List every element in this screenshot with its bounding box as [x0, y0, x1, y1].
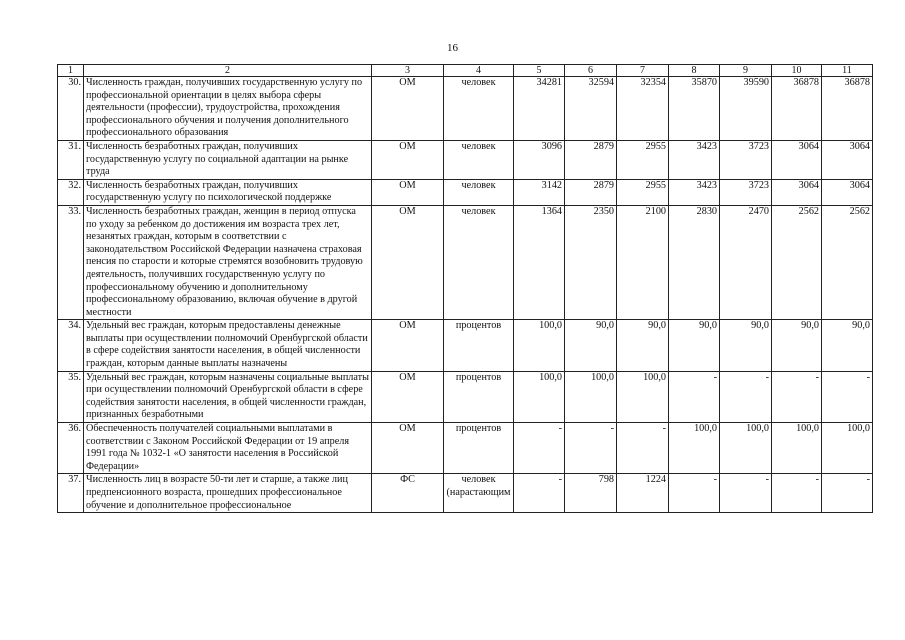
year-value: 2562: [772, 205, 822, 319]
indicator-name: Удельный вес граждан, которым назначены социальные выплаты при осуществлении полномочий Оренбургской области в сфере содействия занятости населения, в общей численности граждан, признанных безработными: [84, 371, 372, 422]
year-value: 36878: [822, 77, 873, 141]
table-row: [58, 320, 873, 371]
source-code: ОМ: [372, 423, 444, 474]
year-value: -: [565, 423, 617, 474]
table-row: [58, 423, 873, 474]
year-value: 2830: [669, 205, 720, 319]
header-cell: 1: [58, 65, 84, 77]
year-value: 2350: [565, 205, 617, 319]
year-value: 3064: [772, 140, 822, 179]
table-row: [58, 77, 873, 141]
source-code: ОМ: [372, 77, 444, 141]
unit: человек: [444, 140, 514, 179]
table-row: [58, 474, 873, 513]
header-row: [58, 65, 873, 77]
year-value: 798: [565, 474, 617, 513]
table-row: [58, 371, 873, 422]
year-value: 3064: [822, 179, 873, 205]
header-cell: 3: [372, 65, 444, 77]
year-value: 100,0: [669, 423, 720, 474]
indicator-name: Численность безработных граждан, получивших государственную услугу по психологической поддержке: [84, 179, 372, 205]
year-value: 3723: [720, 140, 772, 179]
row-number: 32.: [58, 179, 84, 205]
header-cell: 9: [720, 65, 772, 77]
year-value: 34281: [514, 77, 565, 141]
row-number: 35.: [58, 371, 84, 422]
year-value: 100,0: [565, 371, 617, 422]
unit: человек: [444, 205, 514, 319]
year-value: 39590: [720, 77, 772, 141]
year-value: 32354: [617, 77, 669, 141]
row-number: 33.: [58, 205, 84, 319]
year-value: -: [514, 423, 565, 474]
year-value: -: [617, 423, 669, 474]
year-value: -: [822, 474, 873, 513]
year-value: 3423: [669, 179, 720, 205]
year-value: 35870: [669, 77, 720, 141]
unit: человек: [444, 179, 514, 205]
table-row: [58, 140, 873, 179]
year-value: -: [669, 371, 720, 422]
year-value: 3723: [720, 179, 772, 205]
indicator-name: Численность лиц в возрасте 50-ти лет и старше, а также лиц предпенсионного возраста, прошедших профессиональное обучение и дополнительное профессиональное: [84, 474, 372, 513]
header-cell: 4: [444, 65, 514, 77]
indicator-name: Численность безработных граждан, женщин в период отпуска по уходу за ребенком до достижения им возраста трех лет, незанятых граждан, которым в соответствии с законодательством Российской Федерации назначена страховая пенсия по старости и которые стремятся возобновить трудовую деятельность, получивших государственную услугу по профессиональному обучению и дополнительному профессиональному образованию, включая обучение в другой местности: [84, 205, 372, 319]
year-value: 1364: [514, 205, 565, 319]
year-value: -: [669, 474, 720, 513]
year-value: 100,0: [720, 423, 772, 474]
header-cell: 2: [84, 65, 372, 77]
year-value: 3064: [772, 179, 822, 205]
year-value: 90,0: [565, 320, 617, 371]
header-cell: 8: [669, 65, 720, 77]
unit: человек (нарастающим: [444, 474, 514, 513]
year-value: 2879: [565, 179, 617, 205]
row-number: 31.: [58, 140, 84, 179]
year-value: 36878: [772, 77, 822, 141]
year-value: -: [720, 371, 772, 422]
row-number: 36.: [58, 423, 84, 474]
year-value: -: [822, 371, 873, 422]
source-code: ФС: [372, 474, 444, 513]
year-value: 32594: [565, 77, 617, 141]
year-value: 3096: [514, 140, 565, 179]
table-row: [58, 179, 873, 205]
unit: процентов: [444, 320, 514, 371]
year-value: 2955: [617, 140, 669, 179]
row-number: 37.: [58, 474, 84, 513]
indicator-name: Численность граждан, получивших государственную услугу по профессиональной ориентации в целях выбора сферы деятельности (профессии), трудоустройства, прохождения профессионального обучения и получения дополнительного профессионального образования: [84, 77, 372, 141]
source-code: ОМ: [372, 320, 444, 371]
header-cell: 11: [822, 65, 873, 77]
year-value: 90,0: [822, 320, 873, 371]
year-value: 2470: [720, 205, 772, 319]
indicator-name: Численность безработных граждан, получивших государственную услугу по социальной адаптации на рынке труда: [84, 140, 372, 179]
header-cell: 5: [514, 65, 565, 77]
year-value: 100,0: [772, 423, 822, 474]
indicator-name: Обеспеченность получателей социальными выплатами в соответствии с Законом Российской Федерации от 19 апреля 1991 года № 1032-1 «О занятости населения в Российской Федерации»: [84, 423, 372, 474]
year-value: -: [772, 371, 822, 422]
row-number: 34.: [58, 320, 84, 371]
year-value: 100,0: [822, 423, 873, 474]
source-code: ОМ: [372, 179, 444, 205]
source-code: ОМ: [372, 371, 444, 422]
year-value: 2879: [565, 140, 617, 179]
year-value: 3064: [822, 140, 873, 179]
row-number: 30.: [58, 77, 84, 141]
header-cell: 6: [565, 65, 617, 77]
year-value: 3423: [669, 140, 720, 179]
year-value: 1224: [617, 474, 669, 513]
year-value: 90,0: [772, 320, 822, 371]
table-row: [58, 205, 873, 319]
indicators-table: [57, 64, 873, 513]
year-value: 2562: [822, 205, 873, 319]
source-code: ОМ: [372, 140, 444, 179]
unit: процентов: [444, 423, 514, 474]
year-value: 100,0: [617, 371, 669, 422]
year-value: 90,0: [720, 320, 772, 371]
indicator-name: Удельный вес граждан, которым предоставлены денежные выплаты при осуществлении полномочий Оренбургской области в сфере содействия занятости населения, в общей численности граждан, которым данные выплаты назначены: [84, 320, 372, 371]
year-value: 90,0: [669, 320, 720, 371]
year-value: -: [514, 474, 565, 513]
year-value: -: [720, 474, 772, 513]
year-value: -: [772, 474, 822, 513]
year-value: 90,0: [617, 320, 669, 371]
year-value: 100,0: [514, 320, 565, 371]
unit: человек: [444, 77, 514, 141]
header-cell: 7: [617, 65, 669, 77]
year-value: 3142: [514, 179, 565, 205]
source-code: ОМ: [372, 205, 444, 319]
year-value: 100,0: [514, 371, 565, 422]
unit: процентов: [444, 371, 514, 422]
year-value: 2100: [617, 205, 669, 319]
year-value: 2955: [617, 179, 669, 205]
page-number: 16: [447, 42, 458, 54]
header-cell: 10: [772, 65, 822, 77]
